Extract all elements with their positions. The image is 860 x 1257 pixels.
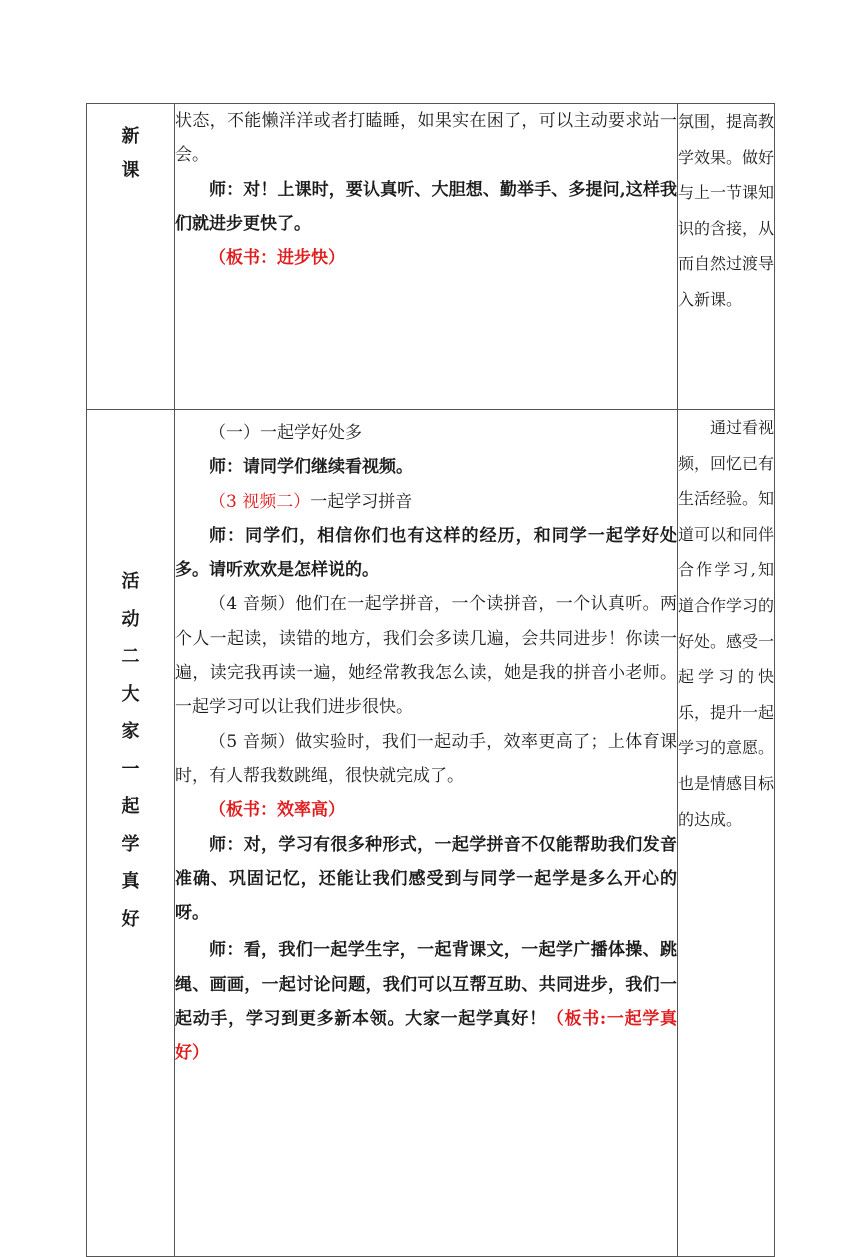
section-heading: （一）一起学好处多 [209, 423, 362, 443]
design-intent-cell [678, 104, 775, 410]
table-row-activity-two [87, 410, 775, 1257]
teacher-line: 师：对，学习有很多种形式，一起学拼音不仅能帮助我们发音准确、巩固记忆，还能让我们感受到与同学一起学是多么开心的呀。 [175, 834, 677, 924]
video-line: （3 视频二）一起学习拼音 [209, 491, 413, 512]
lesson-content-cell [175, 104, 678, 410]
audio-paragraph: （5 音频）做实验时，我们一起动手，效率更高了；上体育课时，有人帮我数跳绳，很快就完成了。 [175, 731, 677, 786]
table-row-new-lesson [87, 104, 775, 410]
lesson-plan-table [86, 103, 775, 1257]
board-note: （板书:一起学真好） [175, 1009, 678, 1064]
content-paragraph: 状态，不能懒洋洋或者打瞌睡，如果实在困了，可以主动要求站一会。 [175, 111, 677, 166]
teacher-line: 师：对！上课时，要认真听、大胆想、勤举手、多提问,这样我们就进步更快了。 [175, 179, 677, 234]
teacher-line: 师：请同学们继续看视频。 [209, 457, 413, 478]
teacher-line: 师：看，我们一起学生字，一起背课文，一起学广播体操、跳绳、画画，一起讨论问题，我们可以互帮互助、共同进步，我们一起动手，学习到更多新本领。大家一起学真好！（板书:一起学真好） [175, 940, 678, 1064]
row-label-new-lesson: 新 课 [87, 104, 175, 410]
board-note: （板书：进步快） [209, 248, 345, 269]
teacher-line: 师：同学们，相信你们也有这样的经历，和同学一起学好处多。请听欢欢是怎样说的。 [175, 525, 677, 581]
lesson-content-cell [175, 410, 678, 1257]
audio-paragraph: （4 音频）他们在一起学拼音，一个读拼音，一个认真听。两个人一起读，读错的地方，我们会多读几遍，会共同进步！你读一遍，读完我再读一遍，她经常教我怎么读，她是我的拼音小老师。一起学习可以让我们进步很快。 [175, 594, 677, 718]
video-marker: （3 视频二） [209, 491, 311, 512]
board-note: （板书：效率高） [209, 800, 345, 821]
design-intent-text: 氛围，提高教学效果。做好与上一节课知识的含接，从而自然过渡导入新课。 [678, 112, 775, 309]
design-intent-cell [678, 410, 775, 1257]
row-label-activity-two: 活 动 二 大 家 一 起 学 真 好 [87, 410, 175, 1257]
design-intent-text: 通过看视频，回忆已有生活经验。知道可以和同伴合作学习,知道合作学习的好处。感受一起学习的快乐，提升一起学习的意愿。也是情感目标的达成。 [678, 418, 775, 829]
